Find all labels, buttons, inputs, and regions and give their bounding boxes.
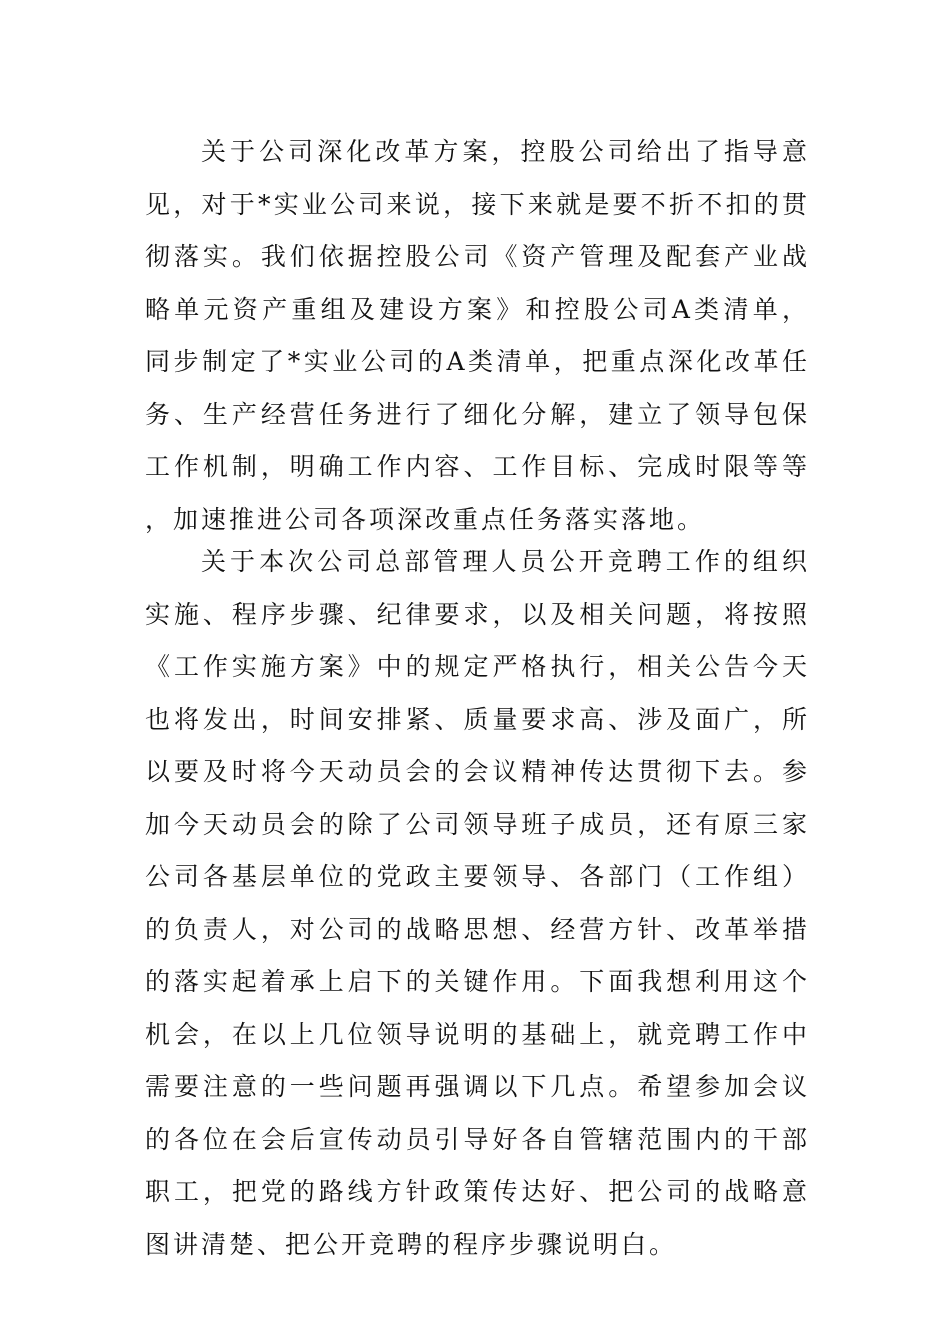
body-paragraph-reform-plan: 关于公司深化改革方案，控股公司给出了指导意见，对于*实业公司来说，接下来就是要不折不扣的贯彻落实。我们依据控股公司《资产管理及配套产业战略单元资产重组及建设方案》和控股公司A类清单，同步制定了*实业公司的A类清单，把重点深化改革任务、生产经营任务进行了细化分解，建立了领导包保工作机制，明确工作内容、工作目标、完成时限等等，加速推进公司各项深改重点任务落实落地。: [145, 137, 810, 534]
body-paragraph-recruitment: 关于本次公司总部管理人员公开竞聘工作的组织实施、程序步骤、纪律要求，以及相关问题，将按照《工作实施方案》中的规定严格执行，相关公告今天也将发出，时间安排紧、质量要求高、涉及面广，所以要及时将今天动员会的会议精神传达贯彻下去。参加今天动员会的除了公司领导班子成员，还有原三家公司各基层单位的党政主要领导、各部门（工作组）的负责人，对公司的战略思想、经营方针、改革举措的落实起着承上启下的关键作用。下面我想利用这个机会，在以上几位领导说明的基础上，就竞聘工作中需要注意的一些问题再强调以下几点。希望参加会议的各位在会后宣传动员引导好各自管辖范围内的干部职工，把党的路线方针政策传达好、把公司的战略意图讲清楚、把公开竞聘的程序步骤说明白。: [145, 547, 810, 1259]
